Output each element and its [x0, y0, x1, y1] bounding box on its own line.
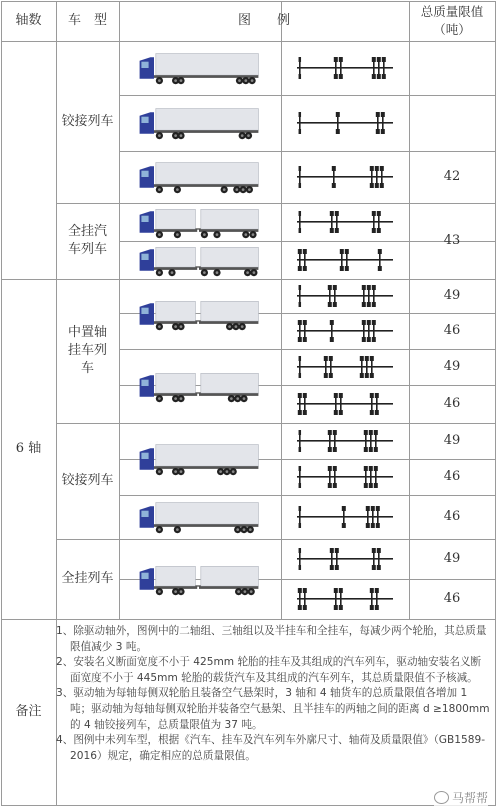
type-center-axle: 中置轴挂车列车 — [67, 325, 107, 376]
axle-diagram — [295, 428, 395, 454]
truck-illustration — [127, 204, 271, 240]
mass-limit-value: 42 — [443, 169, 461, 184]
mass-limit-value: 49 — [443, 288, 461, 303]
truck-illustration — [127, 159, 271, 195]
mass-limit-value: 46 — [443, 396, 461, 411]
mass-limit-value: 49 — [443, 433, 461, 448]
truck-illustration — [127, 368, 271, 404]
truck-illustration — [127, 50, 271, 86]
grid-line-vertical — [119, 1, 120, 619]
mass-limit-value: 43 — [443, 233, 461, 248]
note-item: 2、安装名义断面宽度不小于 425mm 轮胎的挂车及其组成的汽车列车，驱动轴安装名义断面宽度不小于 445mm 轮胎的载货汽车及其组成的汽车列车，其总质量限值不予核减。 — [56, 656, 482, 684]
type-full-trailer-2: 全挂列车 — [61, 571, 114, 586]
axle-diagram — [295, 391, 395, 417]
axle-diagram — [295, 209, 395, 235]
axle-count-6: 6 轴 — [15, 441, 42, 456]
note-item: 1、除驱动轴外，图例中的二轴组、三轴组以及半挂车和全挂车，每减少两个轮胎，其总质量限值减少 3 吨。 — [56, 625, 487, 653]
note-item: 4、图例中未列车型，根据《汽车、挂车及汽车列车外廓尺寸、轴荷及质量限值》（GB1589-2016）规定，确定相应的总质量限值。 — [56, 734, 486, 762]
truck-illustration — [127, 561, 271, 597]
grid-line-horizontal — [1, 805, 496, 806]
axle-diagram — [295, 504, 395, 530]
notes-label: 备注 — [15, 704, 42, 719]
mass-limit-value: 49 — [443, 551, 461, 566]
truck-illustration — [127, 499, 271, 535]
truck-illustration — [127, 441, 271, 477]
mass-limit-value: 46 — [443, 469, 461, 484]
header-type: 车 型 — [67, 13, 107, 28]
mass-limit-value: 46 — [443, 509, 461, 524]
axle-diagram — [295, 586, 395, 612]
axle-diagram — [295, 354, 395, 380]
header-axles: 轴数 — [15, 13, 42, 28]
header-limit: 总质量限值（吨） — [420, 4, 484, 37]
axle-diagram — [295, 283, 395, 309]
type-full-trailer-1: 全挂汽车列车 — [67, 224, 107, 257]
mass-limit-value: 49 — [443, 359, 461, 374]
truck-illustration — [127, 105, 271, 141]
wechat-icon — [434, 791, 449, 804]
watermark-text: 马帮帮 — [451, 791, 488, 805]
header-diagram: 图 例 — [237, 13, 290, 28]
axle-diagram — [295, 318, 395, 344]
notes-text — [56, 624, 490, 764]
mass-limit-value: 46 — [443, 591, 461, 606]
truck-illustration — [127, 296, 271, 332]
type-articulated-1: 铰接列车 — [61, 114, 114, 129]
grid-line-horizontal — [1, 619, 496, 620]
axle-diagram — [295, 546, 395, 572]
axle-diagram — [295, 247, 395, 273]
truck-illustration — [127, 242, 271, 278]
axle-diagram — [295, 464, 395, 490]
note-item: 3、驱动轴为每轴每侧双轮胎且装备空气悬架时，3 轴和 4 轴货车的总质量限值各增加 1 吨；驱动轴为每轴每侧双轮胎并装备空气悬架、且半挂车的两轴之间的距离 d ≥1800mm 的 4 轴铰接列车，总质量限值为 37 吨。 — [56, 687, 490, 731]
grid-line-horizontal — [119, 95, 496, 96]
axle-diagram — [295, 110, 395, 136]
watermark — [434, 789, 488, 806]
type-articulated-2: 铰接列车 — [61, 473, 114, 488]
grid-line-vertical — [281, 1, 282, 619]
grid-line-vertical — [495, 1, 496, 805]
mass-limit-value: 46 — [443, 323, 461, 338]
axle-diagram — [295, 55, 395, 81]
axle-diagram — [295, 164, 395, 190]
